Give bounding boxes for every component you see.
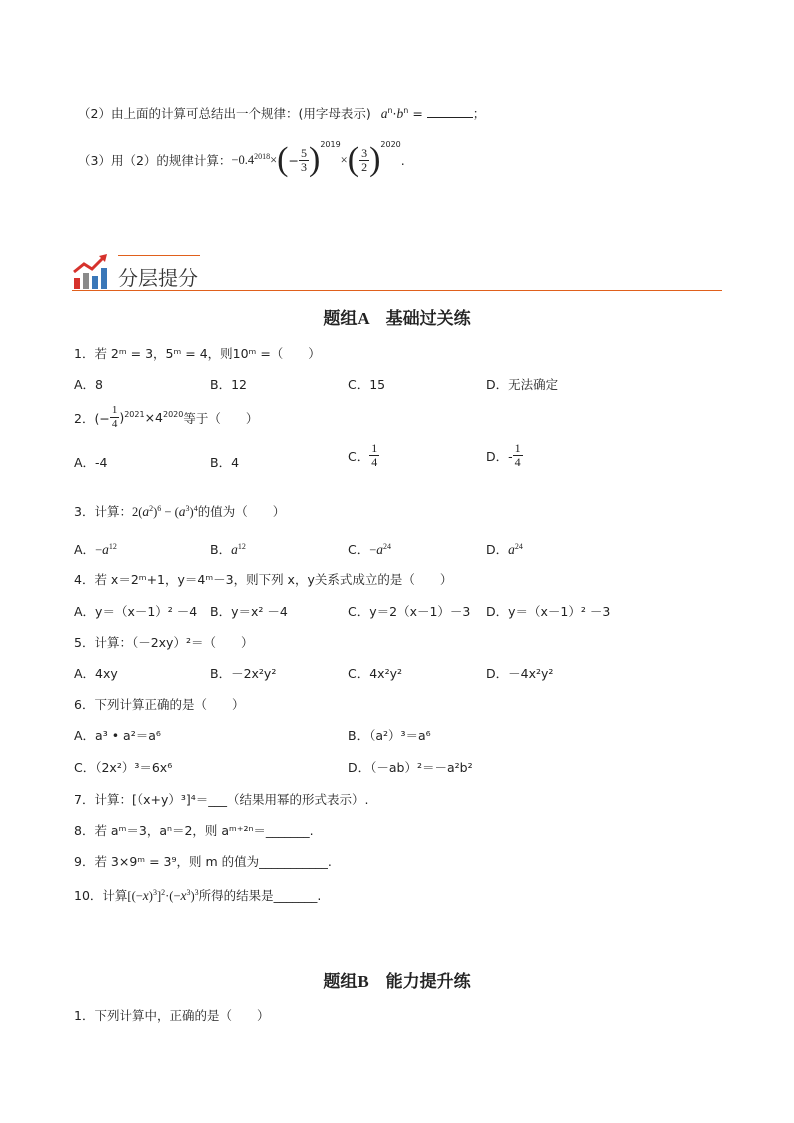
qa2-frac: $\frac{1}{4}$ — [111, 404, 118, 430]
times-sign: × — [340, 152, 348, 167]
qa3-option-b: B．$a^{12}$ — [210, 541, 246, 557]
group-b-title: 题组B 能力提升练 — [323, 972, 471, 991]
qa4-option-d: D．y＝（x－1）² －3 — [486, 604, 611, 619]
qa6-option-a: A．a³ • a²＝a⁶ — [74, 728, 161, 743]
paren-open: ( — [277, 141, 289, 178]
qa1-option-d: D．无法确定 — [486, 377, 559, 392]
qa6-stem: 6．下列计算正确的是（ ） — [74, 697, 245, 712]
intro-q3-frac1: $\frac{5}{3}$ — [300, 145, 307, 174]
intro-q2-formula: $a^n\cdot b^n$ = — [380, 105, 427, 121]
qa1-option-c: C．15 — [348, 377, 386, 392]
qa2-option-c: C． $\frac{1}{4}$ — [348, 441, 378, 469]
qa3-option-a: A．$-a^{12}$ — [74, 541, 117, 557]
intro-q3-exp2: 2019 — [320, 140, 341, 149]
qa2-option-d: D．- $\frac{1}{4}$ — [486, 441, 521, 469]
qa2-option-a: A．-4 — [74, 455, 108, 470]
qa10-expression: $[(-x)^3]^2\cdot(-x^3)^3$ — [127, 887, 199, 903]
intro-q3: （3）用（2）的规律计算： $-0.4^{2018}\times$ ( − $\frac{5}{3}$ ) $^{2019}$ × ( $\frac{3}{2}$ ) $^{2020}$ . — [78, 140, 405, 178]
qb1-stem: 1．下列计算中，正确的是（ ） — [74, 1008, 270, 1023]
intro-q3-text: （3）用（2）的规律计算： — [78, 153, 232, 168]
intro-q2-suffix: ； — [472, 106, 486, 121]
qa4-option-b: B．y＝x² －4 — [210, 604, 288, 619]
qa5-stem: 5．计算：（－2xy）²＝（ ） — [74, 635, 254, 650]
paren-close: ) — [308, 141, 321, 178]
qa5-option-d: D．－4x²y² — [486, 666, 554, 681]
chart-growth-icon — [72, 254, 108, 290]
qa7-stem: 7．计算：[（x+y）³]⁴＝___（结果用幂的形式表示）. — [74, 792, 369, 807]
qa6-option-c: C．（2x²）³＝6x⁶ — [74, 760, 173, 775]
qa1-stem: 1．若 2ᵐ = 3，5ᵐ = 4，则10ᵐ =（ ） — [74, 346, 321, 361]
intro-q3-frac2: $\frac{3}{2}$ — [361, 145, 368, 174]
qa3-option-d: D．$a^{24}$ — [486, 541, 523, 557]
qa1-option-a: A．8 — [74, 377, 104, 392]
paren-open-2: ( — [347, 141, 360, 178]
section-header — [72, 252, 722, 292]
section-title-overline — [118, 255, 200, 256]
intro-q3-lead: $-0.4^{2018}\times$ — [231, 151, 278, 168]
qa10-stem: 10．计算$[(-x)^3]^2\cdot(-x^3)^3$所得的结果是_______. — [74, 887, 322, 903]
qa3-stem: 3．计算：$2(a^2)^6 - (a^3)^4$的值为（ ） — [74, 503, 286, 519]
intro-q2-blank — [427, 105, 473, 118]
qa8-stem: 8．若 aᵐ＝3，aⁿ＝2，则 aᵐ⁺²ⁿ＝_______. — [74, 823, 314, 838]
qa6-option-b: B．（a²）³＝a⁶ — [348, 728, 431, 743]
qa6-option-d: D．（－ab）²＝－a²b² — [348, 760, 473, 775]
paren-close-2: ) — [369, 141, 381, 178]
qa2-option-b: B．4 — [210, 455, 240, 470]
qa5-option-a: A．4xy — [74, 666, 118, 681]
qa2-stem: 2．(− $\frac{1}{4}$ )$^{2021}\times 4^{2020}$ 等于（ ） — [74, 404, 259, 430]
section-underline — [72, 290, 722, 291]
intro-q3-end: . — [400, 152, 405, 168]
qa4-option-c: C．y＝2（x－1）－3 — [348, 604, 471, 619]
qa1-option-b: B．12 — [210, 377, 247, 392]
section-title: 分层提分 — [118, 266, 198, 290]
intro-q3-exp3: 2020 — [380, 140, 401, 149]
group-a-title: 题组A 基础过关练 — [323, 309, 471, 328]
intro-q2 — [78, 104, 485, 122]
qa4-stem: 4．若 x＝2ᵐ+1，y＝4ᵐ－3，则下列 x，y关系式成立的是（ ） — [74, 572, 453, 587]
qa9-stem: 9．若 3×9ᵐ = 3⁹，则 m 的值为___________. — [74, 854, 332, 869]
qa2-stem-tail: 等于（ ） — [183, 410, 259, 426]
qa3-option-c: C．$-a^{24}$ — [348, 541, 392, 557]
qa4-option-a: A．y＝（x－1）² －4 — [74, 604, 198, 619]
intro-q2-text: （2）由上面的计算可总结出一个规律：(用字母表示) — [78, 106, 371, 121]
qa3-expression: $2(a^2)^6 - (a^3)^4$ — [131, 503, 198, 519]
qa5-option-b: B．－2x²y² — [210, 666, 277, 681]
qa5-option-c: C．4x²y² — [348, 666, 402, 681]
